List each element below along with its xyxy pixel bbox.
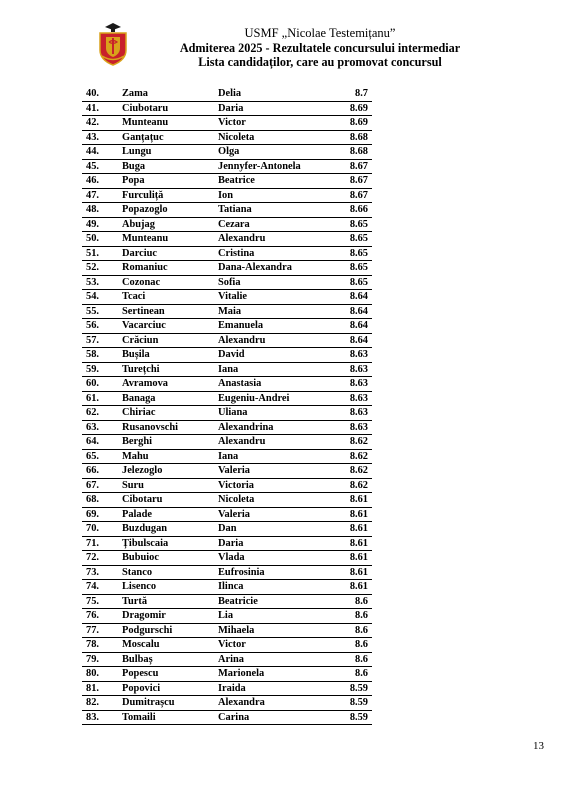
table-row — [82, 145, 372, 160]
admission-title: Admiterea 2025 - Rezultatele concursului intermediar — [179, 40, 461, 55]
score-cell: 8.63 — [322, 362, 372, 377]
last-name-cell: Popa — [122, 174, 218, 189]
score-cell: 8.62 — [322, 478, 372, 493]
last-name-cell: Bușila — [122, 348, 218, 363]
first-name-cell: Sofia — [218, 275, 322, 290]
table-row — [82, 565, 372, 580]
first-name-cell: Victoria — [218, 478, 322, 493]
row-number: 79. — [82, 652, 122, 667]
row-number: 67. — [82, 478, 122, 493]
first-name-cell: Emanuela — [218, 319, 322, 334]
row-number: 46. — [82, 174, 122, 189]
usmf-crest-logo — [96, 22, 130, 66]
score-cell: 8.59 — [322, 710, 372, 725]
row-number: 61. — [82, 391, 122, 406]
first-name-cell: Iana — [218, 449, 322, 464]
table-row — [82, 681, 372, 696]
row-number: 55. — [82, 304, 122, 319]
table-row — [82, 522, 372, 537]
row-number: 82. — [82, 696, 122, 711]
score-cell: 8.6 — [322, 667, 372, 682]
row-number: 76. — [82, 609, 122, 624]
first-name-cell: Maia — [218, 304, 322, 319]
document-header — [140, 26, 500, 70]
score-cell: 8.68 — [322, 145, 372, 160]
first-name-cell: Tatiana — [218, 203, 322, 218]
first-name-cell: Daria — [218, 536, 322, 551]
last-name-cell: Darciuc — [122, 246, 218, 261]
table-row — [82, 217, 372, 232]
row-number: 68. — [82, 493, 122, 508]
last-name-cell: Zama — [122, 87, 218, 101]
table-row — [82, 696, 372, 711]
last-name-cell: Tomaili — [122, 710, 218, 725]
row-number: 57. — [82, 333, 122, 348]
score-cell: 8.66 — [322, 203, 372, 218]
score-cell: 8.63 — [322, 348, 372, 363]
last-name-cell: Abujag — [122, 217, 218, 232]
first-name-cell: Beatrice — [218, 174, 322, 189]
row-number: 52. — [82, 261, 122, 276]
table-row — [82, 391, 372, 406]
last-name-cell: Țibulscaia — [122, 536, 218, 551]
first-name-cell: Valeria — [218, 507, 322, 522]
score-cell: 8.69 — [322, 101, 372, 116]
table-row — [82, 420, 372, 435]
score-cell: 8.62 — [322, 435, 372, 450]
table-row — [82, 580, 372, 595]
score-cell: 8.69 — [322, 116, 372, 131]
last-name-cell: Mahu — [122, 449, 218, 464]
score-cell: 8.59 — [322, 681, 372, 696]
last-name-cell: Romaniuc — [122, 261, 218, 276]
university-name: USMF „Nicolae Testemițanu” — [244, 26, 396, 40]
row-number: 78. — [82, 638, 122, 653]
row-number: 50. — [82, 232, 122, 247]
table-row — [82, 435, 372, 450]
table-row — [82, 203, 372, 218]
last-name-cell: Dumitrașcu — [122, 696, 218, 711]
row-number: 60. — [82, 377, 122, 392]
first-name-cell: Uliana — [218, 406, 322, 421]
first-name-cell: Vitalie — [218, 290, 322, 305]
row-number: 81. — [82, 681, 122, 696]
table-row — [82, 304, 372, 319]
last-name-cell: Ciubotaru — [122, 101, 218, 116]
score-cell: 8.65 — [322, 261, 372, 276]
first-name-cell: Dan — [218, 522, 322, 537]
last-name-cell: Dragomir — [122, 609, 218, 624]
last-name-cell: Jelezoglo — [122, 464, 218, 479]
last-name-cell: Chiriac — [122, 406, 218, 421]
row-number: 66. — [82, 464, 122, 479]
first-name-cell: Nicoleta — [218, 130, 322, 145]
table-row — [82, 116, 372, 131]
first-name-cell: Jennyfer-Antonela — [218, 159, 322, 174]
first-name-cell: Victor — [218, 638, 322, 653]
score-cell: 8.6 — [322, 623, 372, 638]
table-row — [82, 377, 372, 392]
row-number: 62. — [82, 406, 122, 421]
score-cell: 8.68 — [322, 130, 372, 145]
table-row — [82, 710, 372, 725]
table-row — [82, 333, 372, 348]
score-cell: 8.63 — [322, 391, 372, 406]
first-name-cell: David — [218, 348, 322, 363]
table-row — [82, 261, 372, 276]
row-number: 65. — [82, 449, 122, 464]
table-row — [82, 449, 372, 464]
table-row — [82, 551, 372, 566]
row-number: 59. — [82, 362, 122, 377]
table-row — [82, 667, 372, 682]
first-name-cell: Alexandrina — [218, 420, 322, 435]
first-name-cell: Marionela — [218, 667, 322, 682]
last-name-cell: Popazoglo — [122, 203, 218, 218]
row-number: 54. — [82, 290, 122, 305]
score-cell: 8.61 — [322, 493, 372, 508]
last-name-cell: Cibotaru — [122, 493, 218, 508]
last-name-cell: Turtă — [122, 594, 218, 609]
first-name-cell: Valeria — [218, 464, 322, 479]
last-name-cell: Avramova — [122, 377, 218, 392]
row-number: 80. — [82, 667, 122, 682]
first-name-cell: Alexandru — [218, 232, 322, 247]
first-name-cell: Eugeniu-Andrei — [218, 391, 322, 406]
table-row — [82, 464, 372, 479]
first-name-cell: Carina — [218, 710, 322, 725]
last-name-cell: Munteanu — [122, 116, 218, 131]
row-number: 44. — [82, 145, 122, 160]
score-cell: 8.63 — [322, 377, 372, 392]
last-name-cell: Popovici — [122, 681, 218, 696]
row-number: 69. — [82, 507, 122, 522]
first-name-cell: Alexandra — [218, 696, 322, 711]
table-row — [82, 188, 372, 203]
first-name-cell: Daria — [218, 101, 322, 116]
table-row — [82, 246, 372, 261]
table-row — [82, 348, 372, 363]
row-number: 40. — [82, 87, 122, 101]
row-number: 58. — [82, 348, 122, 363]
score-cell: 8.64 — [322, 304, 372, 319]
score-cell: 8.6 — [322, 594, 372, 609]
row-number: 48. — [82, 203, 122, 218]
last-name-cell: Crăciun — [122, 333, 218, 348]
table-row — [82, 652, 372, 667]
table-row — [82, 406, 372, 421]
last-name-cell: Podgurschi — [122, 623, 218, 638]
first-name-cell: Vlada — [218, 551, 322, 566]
first-name-cell: Delia — [218, 87, 322, 101]
row-number: 45. — [82, 159, 122, 174]
table-row — [82, 493, 372, 508]
last-name-cell: Palade — [122, 507, 218, 522]
row-number: 42. — [82, 116, 122, 131]
table-row — [82, 319, 372, 334]
score-cell: 8.63 — [322, 406, 372, 421]
table-row — [82, 623, 372, 638]
score-cell: 8.61 — [322, 551, 372, 566]
last-name-cell: Furculiță — [122, 188, 218, 203]
row-number: 49. — [82, 217, 122, 232]
table-row — [82, 594, 372, 609]
page-number: 13 — [533, 740, 544, 752]
score-cell: 8.59 — [322, 696, 372, 711]
first-name-cell: Iraida — [218, 681, 322, 696]
first-name-cell: Dana-Alexandra — [218, 261, 322, 276]
score-cell: 8.61 — [322, 580, 372, 595]
first-name-cell: Eufrosinia — [218, 565, 322, 580]
row-number: 43. — [82, 130, 122, 145]
row-number: 83. — [82, 710, 122, 725]
first-name-cell: Arina — [218, 652, 322, 667]
first-name-cell: Victor — [218, 116, 322, 131]
first-name-cell: Alexandru — [218, 333, 322, 348]
score-cell: 8.6 — [322, 609, 372, 624]
table-row — [82, 275, 372, 290]
last-name-cell: Popescu — [122, 667, 218, 682]
last-name-cell: Buzdugan — [122, 522, 218, 537]
score-cell: 8.61 — [322, 507, 372, 522]
table-row — [82, 478, 372, 493]
last-name-cell: Cozonac — [122, 275, 218, 290]
first-name-cell: Cezara — [218, 217, 322, 232]
score-cell: 8.62 — [322, 449, 372, 464]
score-cell: 8.65 — [322, 232, 372, 247]
first-name-cell: Cristina — [218, 246, 322, 261]
score-cell: 8.6 — [322, 638, 372, 653]
score-cell: 8.67 — [322, 188, 372, 203]
score-cell: 8.67 — [322, 159, 372, 174]
first-name-cell: Nicoleta — [218, 493, 322, 508]
row-number: 70. — [82, 522, 122, 537]
last-name-cell: Stanco — [122, 565, 218, 580]
row-number: 41. — [82, 101, 122, 116]
table-row — [82, 507, 372, 522]
first-name-cell: Iana — [218, 362, 322, 377]
last-name-cell: Berghi — [122, 435, 218, 450]
score-cell: 8.67 — [322, 174, 372, 189]
score-cell: 8.62 — [322, 464, 372, 479]
results-table — [82, 87, 372, 725]
score-cell: 8.64 — [322, 333, 372, 348]
last-name-cell: Bulbaș — [122, 652, 218, 667]
table-row — [82, 609, 372, 624]
row-number: 47. — [82, 188, 122, 203]
last-name-cell: Vacarciuc — [122, 319, 218, 334]
last-name-cell: Ganțațuc — [122, 130, 218, 145]
row-number: 74. — [82, 580, 122, 595]
score-cell: 8.61 — [322, 536, 372, 551]
last-name-cell: Lungu — [122, 145, 218, 160]
score-cell: 8.65 — [322, 275, 372, 290]
row-number: 73. — [82, 565, 122, 580]
table-row — [82, 130, 372, 145]
row-number: 72. — [82, 551, 122, 566]
score-cell: 8.6 — [322, 652, 372, 667]
row-number: 77. — [82, 623, 122, 638]
first-name-cell: Alexandru — [218, 435, 322, 450]
last-name-cell: Rusanovschi — [122, 420, 218, 435]
row-number: 75. — [82, 594, 122, 609]
score-cell: 8.63 — [322, 420, 372, 435]
first-name-cell: Lia — [218, 609, 322, 624]
last-name-cell: Tcaci — [122, 290, 218, 305]
score-cell: 8.61 — [322, 522, 372, 537]
score-cell: 8.65 — [322, 217, 372, 232]
table-row — [82, 362, 372, 377]
last-name-cell: Lisenco — [122, 580, 218, 595]
table-row — [82, 638, 372, 653]
score-cell: 8.64 — [322, 290, 372, 305]
table-row — [82, 232, 372, 247]
last-name-cell: Moscalu — [122, 638, 218, 653]
last-name-cell: Turețchi — [122, 362, 218, 377]
last-name-cell: Sertinean — [122, 304, 218, 319]
list-subtitle: Lista candidaților, care au promovat concursul — [198, 55, 442, 69]
last-name-cell: Buga — [122, 159, 218, 174]
table-row — [82, 290, 372, 305]
first-name-cell: Ion — [218, 188, 322, 203]
row-number: 56. — [82, 319, 122, 334]
table-row — [82, 101, 372, 116]
last-name-cell: Suru — [122, 478, 218, 493]
score-cell: 8.65 — [322, 246, 372, 261]
table-row — [82, 536, 372, 551]
first-name-cell: Mihaela — [218, 623, 322, 638]
table-row — [82, 174, 372, 189]
first-name-cell: Beatricie — [218, 594, 322, 609]
row-number: 51. — [82, 246, 122, 261]
last-name-cell: Bubuioc — [122, 551, 218, 566]
row-number: 53. — [82, 275, 122, 290]
row-number: 63. — [82, 420, 122, 435]
table-row — [82, 87, 372, 101]
last-name-cell: Munteanu — [122, 232, 218, 247]
last-name-cell: Banaga — [122, 391, 218, 406]
row-number: 64. — [82, 435, 122, 450]
first-name-cell: Anastasia — [218, 377, 322, 392]
score-cell: 8.61 — [322, 565, 372, 580]
first-name-cell: Olga — [218, 145, 322, 160]
score-cell: 8.7 — [322, 87, 372, 101]
first-name-cell: Ilinca — [218, 580, 322, 595]
score-cell: 8.64 — [322, 319, 372, 334]
table-row — [82, 159, 372, 174]
row-number: 71. — [82, 536, 122, 551]
